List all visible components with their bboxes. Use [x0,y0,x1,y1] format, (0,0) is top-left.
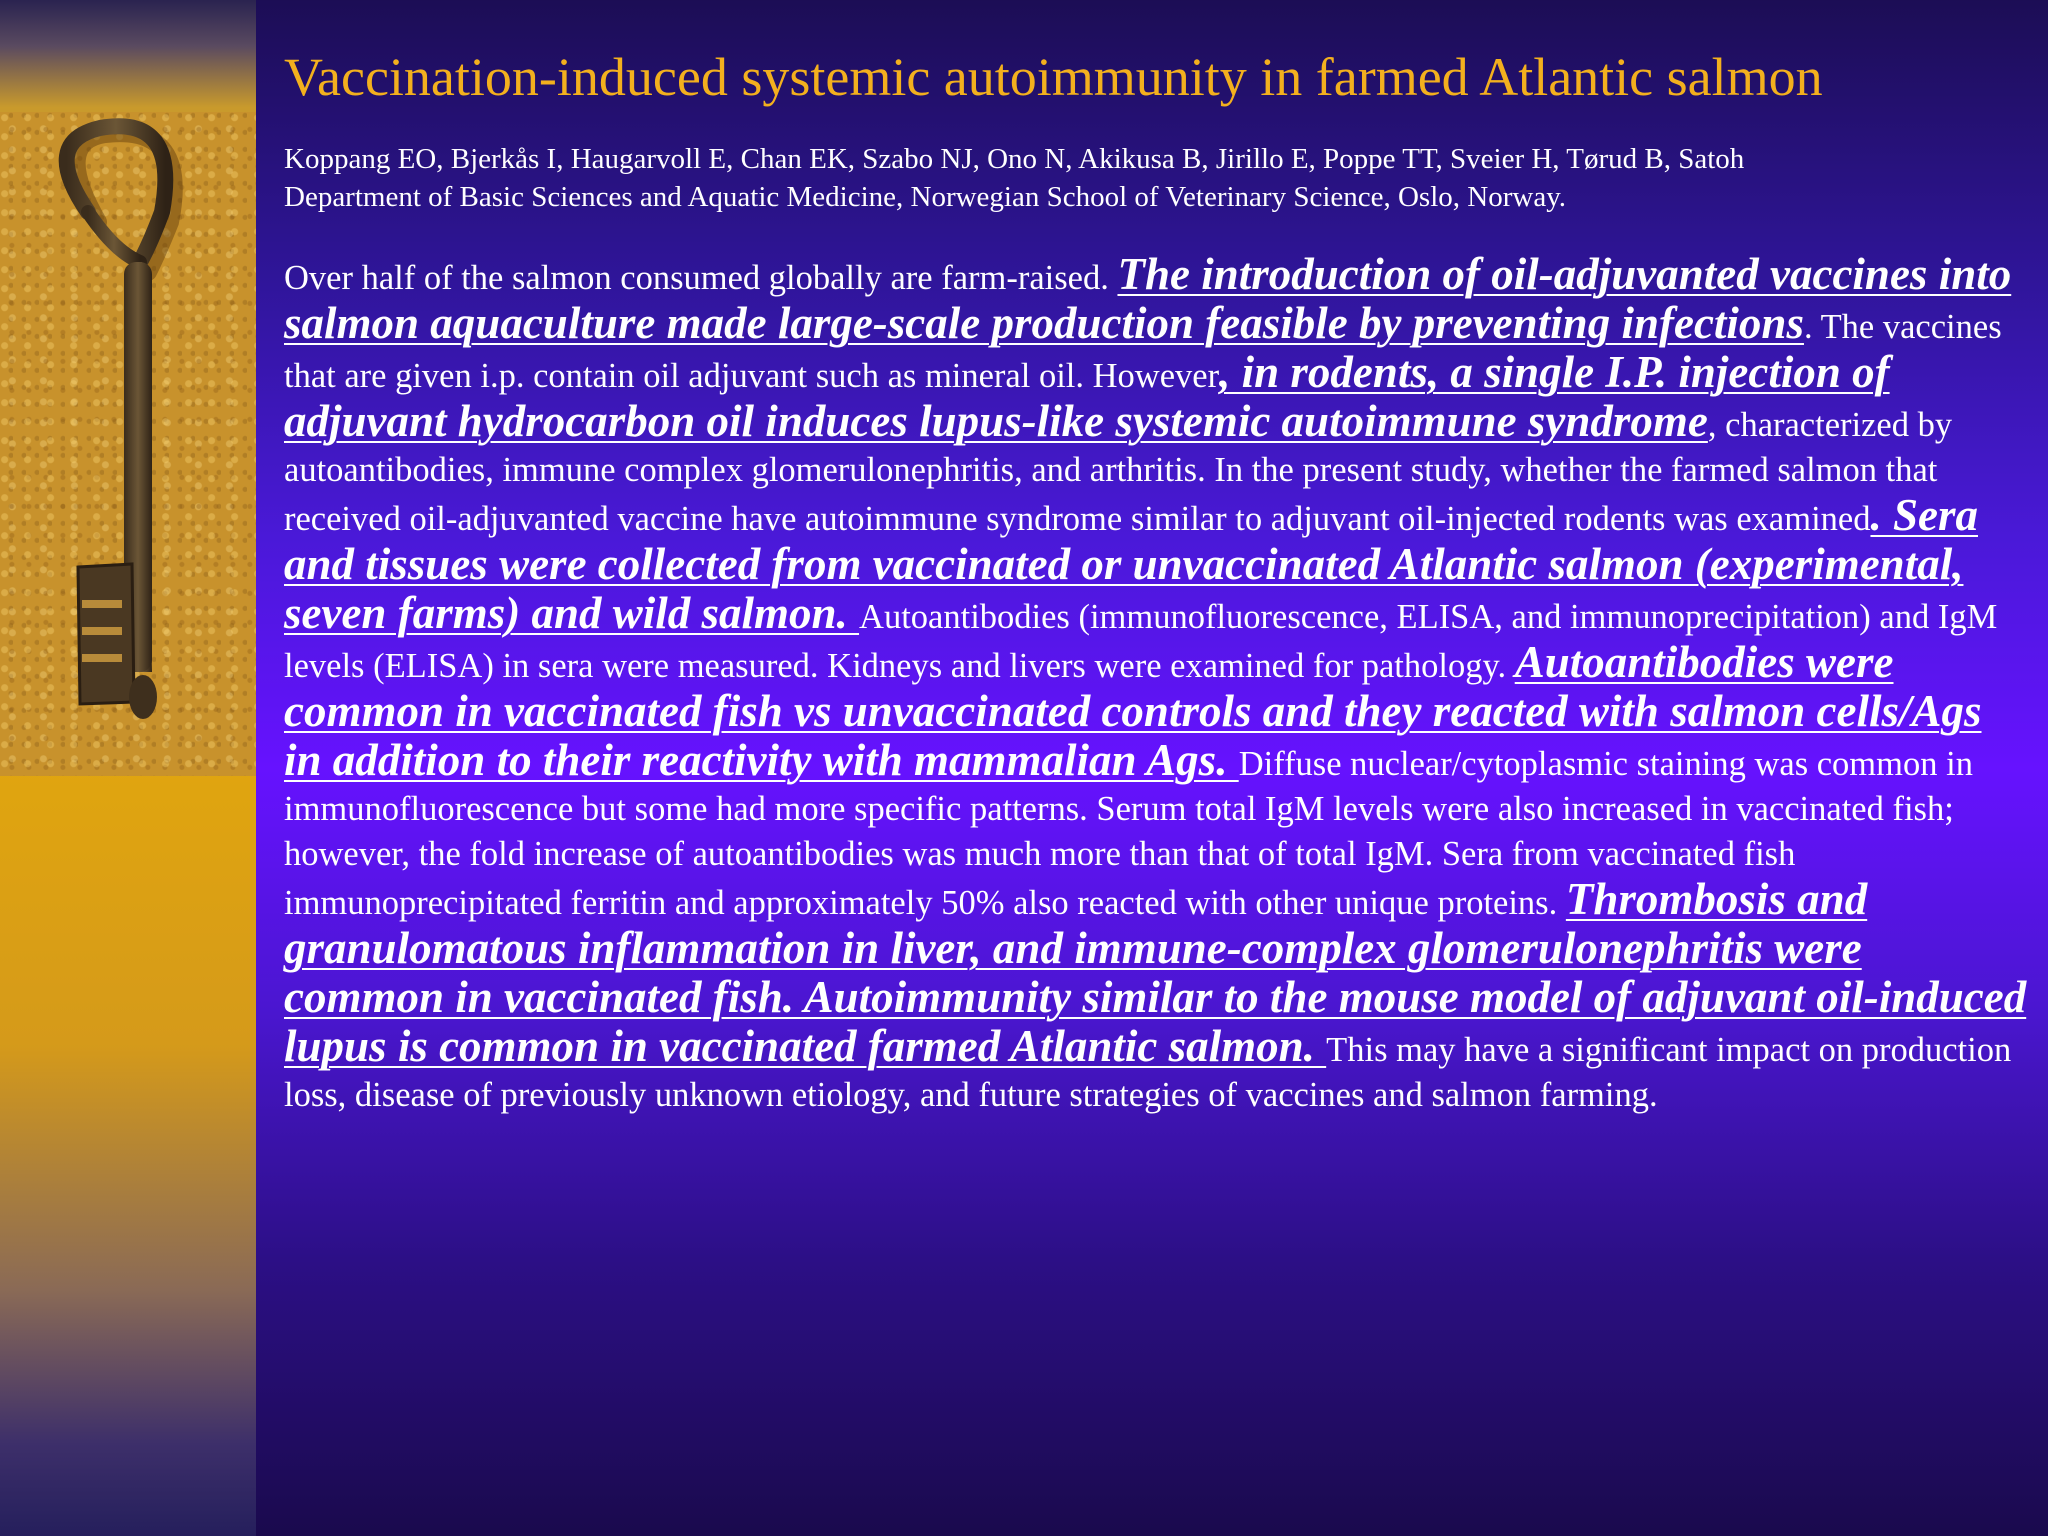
abstract-paragraph [284,249,2030,1118]
abstract-text: Autoantibodies (immunofluorescence, ELISA, and immunoprecipitation) and IgM levels (ELISA) in sera were measured. Kidneys and livers were examined for pathology. [284,598,1998,685]
abstract-text: This may have a significant impact on production loss, disease of previously unknown etiology, and future strategies of vaccines and salmon farming. [284,1031,2012,1114]
abstract-emphasis: Thrombosis and granulomatous inflammation in liver, and immune-complex glomerulonephritis were common in vaccinated fish. Autoimmunity similar to the mouse model of adjuvant oil-induced lupus is common in vaccinated farmed Atlantic salmon. [284,874,2027,1071]
abstract-emphasis: Autoantibodies were common in vaccinated fish vs unvaccinated controls and they reacted with salmon cells/Ags in addition to their reactivity with mammalian Ags. [284,637,1982,785]
decorative-sidebar [0,0,256,1536]
abstract-emphasis: , in rodents, a single I.P. injection of adjuvant hydrocarbon oil induces lupus-like systemic autoimmune syndrome [284,347,1890,446]
abstract-text: . The vaccines that are given i.p. contain oil adjuvant such as mineral oil. However [284,308,2002,395]
citation-block [284,140,2030,216]
key-icon [0,112,256,776]
affiliation: Department of Basic Sciences and Aquatic Medicine, Norwegian School of Veterinary Science, Oslo, Norway. [284,181,1567,213]
abstract-emphasis: The introduction of oil-adjuvanted vaccines into salmon aquaculture made large-scale production feasible by preventing infections [284,249,2012,348]
author-list: Koppang EO, Bjerkås I, Haugarvoll E, Chan EK, Szabo NJ, Ono N, Akikusa B, Jirillo E, Poppe TT, Sveier H, Tørud B, Satoh [284,143,1745,175]
abstract-text: , characterized by autoantibodies, immune complex glomerulonephritis, and arthritis. In the present study, whether the farmed salmon that received oil-adjuvanted vaccine have autoimmune syndrome similar to adjuvant oil-injected rodents was examined [284,406,1953,538]
antique-key-photo [0,112,256,776]
abstract-text: Over half of the salmon consumed globally are farm-raised. [284,259,1118,297]
slide-title: Vaccination-induced systemic autoimmunity in farmed Atlantic salmon [284,47,1823,107]
abstract-emphasis: . Sera and tissues were collected from vaccinated or unvaccinated Atlantic salmon (experimental, seven farms) and wild salmon. [284,490,1978,638]
abstract-text: Diffuse nuclear/cytoplasmic staining was common in immunofluorescence but some had more specific patterns. Serum total IgM levels were also increased in vaccinated fish; however, the fold increase of autoantibodies was much more than that of total IgM. Sera from vaccinated fish immunoprecipitated ferritin and approximately 50% also reacted with other unique proteins. [284,745,1973,922]
slide-content [284,44,2030,1118]
